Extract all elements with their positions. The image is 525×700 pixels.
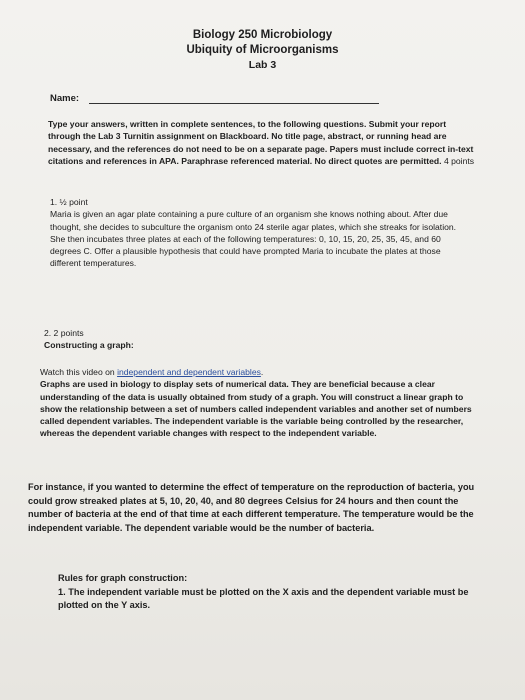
instructions-part5: No direct quotes are permitted.	[314, 155, 442, 166]
name-field-row	[50, 93, 379, 104]
question-2-header	[44, 327, 464, 352]
instructions-points: 4 points	[443, 155, 475, 166]
question-1-text: Maria is given an agar plate containing a pure culture of an organism she knows nothing about. After due thought, she decides to subculture the organism onto 24 sterile agar plates, which she streaks for isolation. She then incubates three plates at each of the following temperatures: 0, 10, 15, 20, 25, 35, 45, and 60 degrees C. Offer a plausible hypothesis that could have prompted Maria to incubate the plates at those different temperatures.	[50, 209, 457, 269]
document-header	[0, 28, 525, 73]
lab-number: Lab 3	[248, 59, 277, 71]
graph-explanation	[40, 366, 475, 440]
instructions-part3: Papers must include correct in-text citations and references in APA.	[48, 143, 474, 166]
video-link[interactable]: independent and dependent variables	[117, 367, 261, 377]
question-1-number: 1. ½ point	[50, 197, 88, 207]
rule-1: 1. The independent variable must be plotted on the X axis and the dependent variable must be plotted on the Y axis.	[58, 586, 469, 610]
video-prefix: Watch this video on	[40, 367, 118, 377]
graph-explanation-body: Graphs are used in biology to display sets of numerical data. They are beneficial because a clear understanding of the data is usually obtained from study of a graph. You will construct a linear graph to show the relationship between a set of numbers called independent variables and another set of numbers called dependent variables. The independent variable is the variable being controlled by the researcher, whereas the dependent variable changes with respect to the independent variable.	[40, 379, 472, 439]
name-blank-line	[89, 93, 379, 104]
instructions-part1: Type your answers, written in complete sentences, to the following questions. Submit your report through the Lab 3 Turnitin assignment on Blackboard.	[48, 119, 447, 142]
instructions-part2: No title page, abstract, or running head are necessary, and the references do not need to be on a separate page.	[48, 131, 447, 154]
rules-title: Rules for graph construction:	[58, 573, 188, 583]
question-1	[50, 196, 470, 270]
graph-rules	[58, 572, 488, 613]
question-2-title: Constructing a graph:	[44, 340, 134, 351]
question-2-number: 2. 2 points	[44, 328, 84, 338]
lab-title: Ubiquity of Microorganisms	[186, 44, 339, 56]
instructions-part4: Paraphrase referenced material.	[181, 155, 313, 166]
video-suffix: .	[260, 367, 264, 377]
instructions-paragraph	[48, 118, 478, 167]
course-title: Biology 250 Microbiology	[192, 29, 333, 41]
example-paragraph: For instance, if you wanted to determine the effect of temperature on the reproduction of bacteria, you could grow streaked plates at 5, 10, 20, 40, and 80 degrees Celsius for 24 hours and then count the number of bacteria at the end of that time at each different temperature. The temperature would be the independent variable. The dependent variable would be the number of bacteria.	[28, 482, 475, 533]
name-label: Name:	[50, 93, 80, 104]
